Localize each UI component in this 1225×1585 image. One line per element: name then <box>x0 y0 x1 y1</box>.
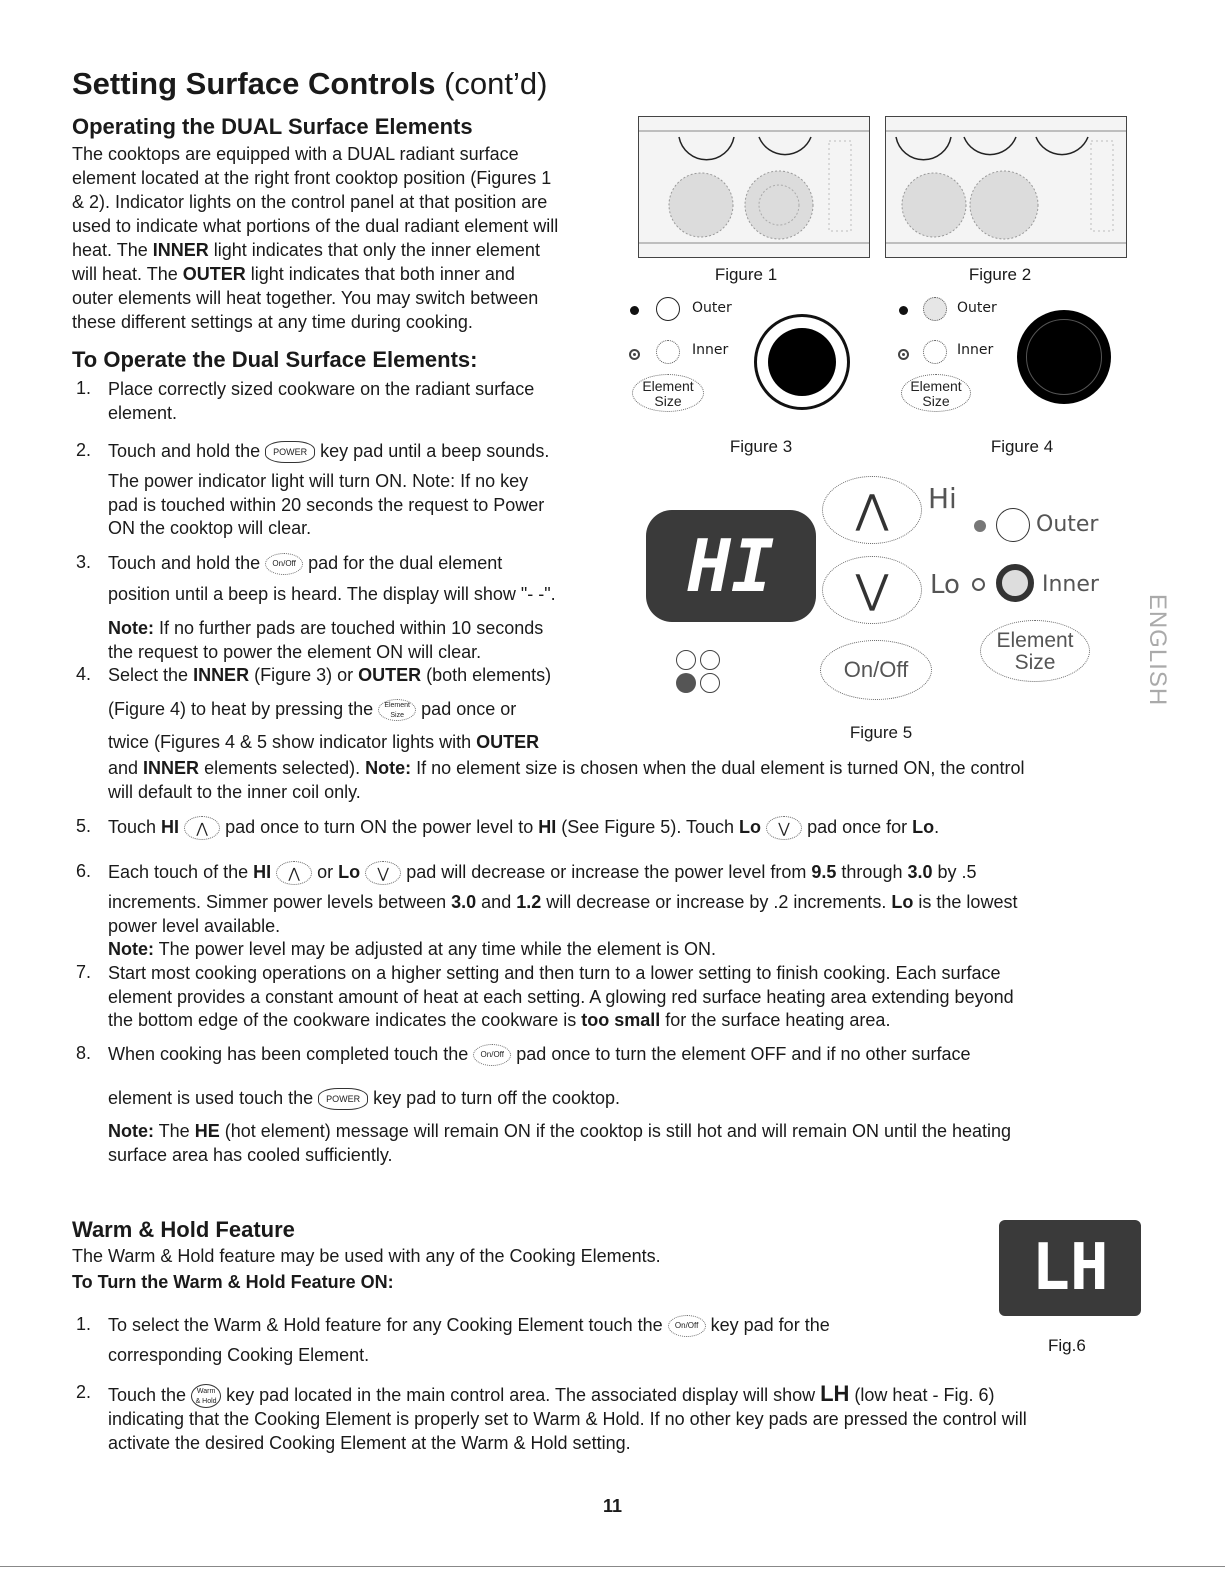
step-number: 6. <box>76 861 92 881</box>
step-8-note: Note: The HE (hot element) message will remain ON if the cooktop is still hot and will remain ON until the heating surface area has cooled sufficiently. <box>108 1121 1012 1165</box>
inner-ring-icon <box>656 340 680 364</box>
warm-hold-pad-icon: Warm & Hold <box>191 1384 221 1408</box>
step-3: Touch and hold the On/Off pad for the dual element <box>108 552 502 576</box>
warm-subheading: To Turn the Warm & Hold Feature ON: <box>72 1272 394 1292</box>
indicator-dot <box>629 349 640 360</box>
bottom-divider <box>0 1566 1225 1567</box>
figure-6-caption: Fig.6 <box>1048 1336 1086 1355</box>
step-2-detail: The power indicator light will turn ON. Note: If no key pad is touched within 20 seconds the request to Power ON the cooktop will clear. <box>108 471 545 538</box>
step-number: 5. <box>76 816 92 836</box>
step-6-detail: increments. Simmer power levels between 3.0 and 1.2 will decrease or increase by .2 increments. Lo is the lowest power level available. Note: The power level may be adjusted at any time while the element is ON. <box>108 892 1018 959</box>
language-side-tab <box>1136 580 1176 720</box>
outer-label: Outer <box>1036 512 1099 537</box>
indicator-light-icon <box>676 673 696 693</box>
step-2: Touch and hold the POWER key pad until a beep sounds. <box>108 440 549 464</box>
warm-step-2: Touch the Warm & Hold key pad located in the main control area. The associated display will show LH (low heat - Fig. 6) indicating that the Cooking Element is properly set to Warm & Hold. If no other key pads are pressed the control will activate the desired Cooking Element at the Warm & Hold setting. <box>108 1381 1027 1453</box>
figure-2-caption: Figure 2 <box>968 265 1032 284</box>
lo-arrow-icon: ⋁ <box>766 816 802 840</box>
warm-step-1: To select the Warm & Hold feature for any Cooking Element touch the On/Off key pad for the <box>108 1314 830 1338</box>
intro-line: & 2). Indicator lights on the control panel at that position are <box>72 192 548 212</box>
outer-label: Outer <box>692 300 732 316</box>
indicator-light-icon <box>676 650 696 670</box>
step-number: 2. <box>76 1382 92 1402</box>
dual-heading: Operating the DUAL Surface Elements <box>72 114 473 139</box>
figure-3 <box>626 292 866 432</box>
warm-intro: The Warm & Hold feature may be used with any of the Cooking Elements. <box>72 1246 661 1266</box>
operate-heading: To Operate the Dual Surface Elements: <box>72 347 478 372</box>
step-7: Start most cooking operations on a higher setting and then turn to a lower setting to finish cooking. Each surface element provides a constant amount of heat at each setting. A glowing red surface heating area extending beyond the bottom edge of the cookware indicates the cookware is too small for the surface heating area. <box>108 963 1014 1030</box>
lo-arrow-icon: ⋁ <box>365 861 401 885</box>
inner-label: Inner <box>1042 572 1099 597</box>
indicator-dot <box>898 349 909 360</box>
onoff-pad-icon: On/Off <box>668 1315 706 1337</box>
indicator-dot <box>630 306 639 315</box>
page-title <box>72 66 547 102</box>
step-8: When cooking has been completed touch the On/Off pad once to turn the element OFF and if no other surface <box>108 1043 971 1067</box>
step-number: 1. <box>76 378 92 398</box>
intro-line: will heat. The OUTER light indicates that both inner and <box>72 264 515 284</box>
step-4: Select the INNER (Figure 3) or OUTER (both elements) <box>108 665 552 685</box>
indicator-dot <box>899 306 908 315</box>
step-3-note: Note: If no further pads are touched within 10 seconds the request to power the element ON will clear. <box>108 618 544 662</box>
element-size-pad: Element Size <box>901 374 971 412</box>
indicator-light-icon <box>700 673 720 693</box>
intro-line: The cooktops are equipped with a DUAL radiant surface <box>72 144 519 164</box>
lo-label: Lo <box>930 570 960 600</box>
outer-ring-icon <box>923 297 947 321</box>
outer-label: Outer <box>957 300 997 316</box>
indicator-light-icon <box>700 650 720 670</box>
step-number: 2. <box>76 440 92 460</box>
outer-ring-icon <box>996 508 1030 542</box>
display-hi: HI <box>646 510 816 622</box>
inner-label: Inner <box>957 342 994 358</box>
hi-arrow-icon: ⋀ <box>184 816 220 840</box>
element-inner-disc <box>1026 319 1102 395</box>
intro-line: these different settings at any time during cooking. <box>72 312 473 332</box>
hi-button: ⋀ <box>822 476 922 544</box>
display-lh: LH <box>999 1220 1141 1316</box>
cooktop-illustration <box>639 117 869 257</box>
element-size-pad: Element Size <box>980 620 1090 682</box>
title-main: Setting Surface Controls <box>72 66 436 101</box>
hi-arrow-icon: ⋀ <box>276 861 312 885</box>
hi-label: Hi <box>928 482 957 515</box>
inner-ring-icon <box>923 340 947 364</box>
cooktop-illustration <box>886 117 1126 257</box>
step-3-line2: position until a beep is heard. The display will show "- -". <box>108 584 556 604</box>
onoff-pad-icon: On/Off <box>265 553 303 575</box>
step-number: 3. <box>76 552 92 572</box>
step-4-line2: (Figure 4) to heat by pressing the Element Size pad once or <box>108 699 517 720</box>
figure-1-caption: Figure 1 <box>714 265 778 284</box>
lo-button: ⋁ <box>822 556 922 624</box>
intro-line: element located at the right front cooktop position (Figures 1 <box>72 168 552 188</box>
inner-label: Inner <box>692 342 729 358</box>
indicator-dot <box>974 520 986 532</box>
figure-1-cooktop <box>638 116 870 258</box>
element-inner-disc <box>768 328 836 396</box>
power-pad-icon: POWER <box>318 1088 368 1110</box>
step-6: Each touch of the HI ⋀ or Lo ⋁ pad will decrease or increase the power level from 9.5 through 3.0 by .5 <box>108 861 977 885</box>
inner-ring-icon <box>996 564 1034 602</box>
dual-intro <box>72 142 622 334</box>
figure-3-caption: Figure 3 <box>729 437 793 456</box>
figure-5-caption: Figure 5 <box>849 723 913 742</box>
figure-4 <box>895 292 1120 432</box>
element-size-pad-icon: Element Size <box>378 699 416 721</box>
step-5: Touch HI ⋀ pad once to turn ON the power level to HI (See Figure 5). Touch Lo ⋁ pad once for Lo. <box>108 816 939 840</box>
element-size-pad: Element Size <box>632 374 704 412</box>
onoff-button: On/Off <box>820 640 932 700</box>
step-4-line4: and INNER elements selected). Note: If no element size is chosen when the dual element is turned ON, the control will default to the inner coil only. <box>108 758 1025 802</box>
side-tab-label: ENGLISH <box>1144 593 1171 707</box>
warm-heading: Warm & Hold Feature <box>72 1217 295 1242</box>
figure-5 <box>640 460 1140 730</box>
figure-2-cooktop <box>885 116 1127 258</box>
page-number: 11 <box>602 1496 623 1516</box>
intro-line: used to indicate what portions of the dual radiant element will <box>72 216 559 236</box>
figure-4-caption: Figure 4 <box>990 437 1054 456</box>
step-8-line2: element is used touch the POWER key pad to turn off the cooktop. <box>108 1087 620 1111</box>
step-4-line3: twice (Figures 4 & 5 show indicator lights with OUTER <box>108 732 540 752</box>
step-number: 4. <box>76 664 92 684</box>
onoff-pad-icon: On/Off <box>473 1044 511 1066</box>
step-number: 8. <box>76 1043 92 1063</box>
intro-line: heat. The INNER light indicates that only the inner element <box>72 240 540 260</box>
outer-ring-icon <box>656 297 680 321</box>
power-pad-icon: POWER <box>265 441 315 463</box>
step-1: Place correctly sized cookware on the radiant surface element. <box>108 379 535 423</box>
step-number: 7. <box>76 962 92 982</box>
step-number: 1. <box>76 1314 92 1334</box>
indicator-dot <box>972 578 985 591</box>
title-suffix: (cont’d) <box>444 66 548 101</box>
intro-line: outer elements will heat together. You may switch between <box>72 288 539 308</box>
warm-step-1-line2: corresponding Cooking Element. <box>108 1345 370 1365</box>
